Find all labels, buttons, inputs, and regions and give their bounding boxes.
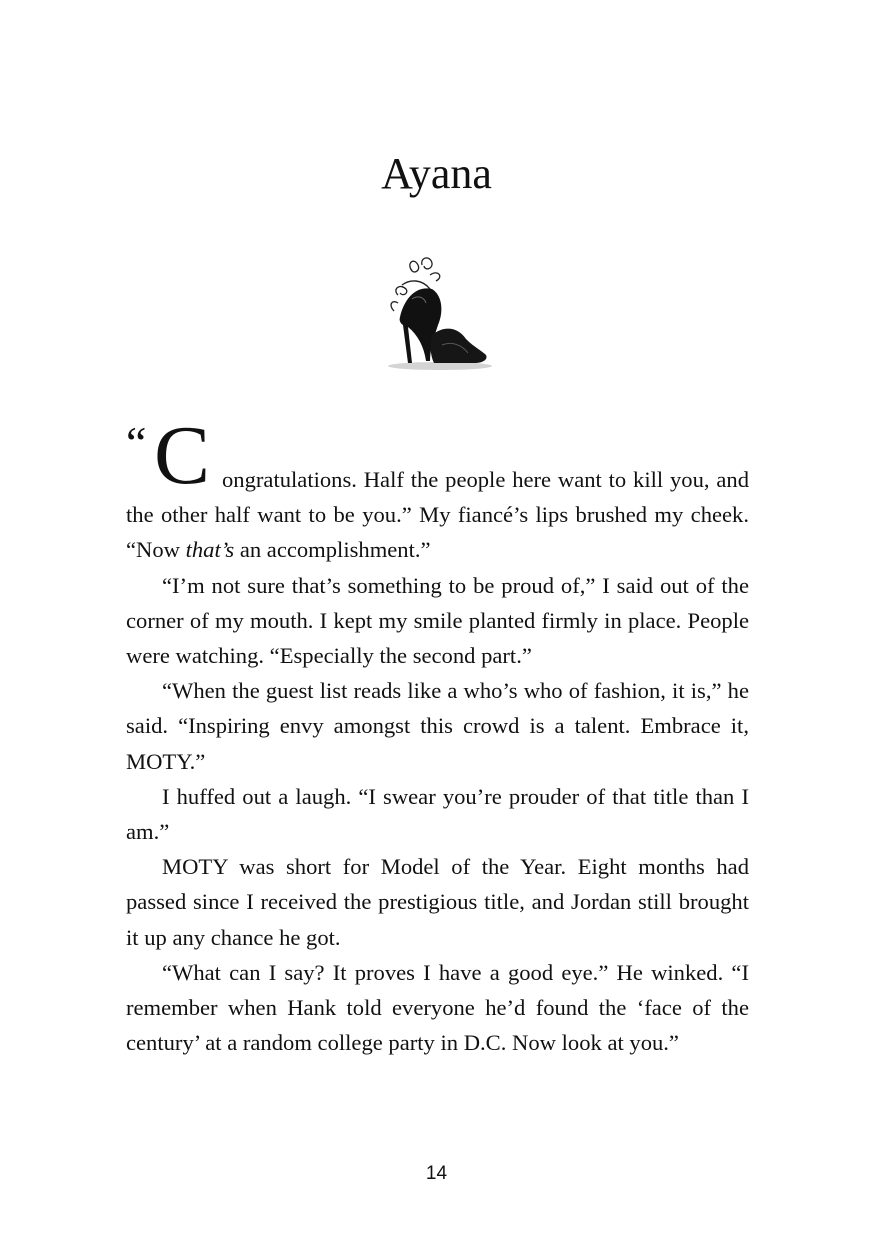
- paragraph-text: an accomplishment.”: [234, 537, 431, 563]
- chapter-title: Ayana: [381, 149, 492, 198]
- paragraph: “I’m not sure that’s something to be proud of,” I said out of the corner of my mouth. I kept my smile planted firmly in place. People were watching. “Especially the second part.”: [126, 572, 749, 669]
- drop-cap: C: [154, 409, 211, 502]
- opening-quote-mark: “: [126, 417, 147, 468]
- paragraph: “When the guest list reads like a who’s who of fashion, it is,” he said. “Inspiring envy amongst this crowd is a talent. Embrace it, MOTY.”: [126, 678, 749, 774]
- chapter-body: [126, 462, 749, 1060]
- paragraph: MOTY was short for Model of the Year. Eight months had passed since I received the prestigious title, and Jordan still brought it up any chance he got.: [126, 854, 749, 950]
- high-heel-shoe-icon: [378, 255, 496, 373]
- page-number: 14: [425, 1163, 448, 1184]
- emphasis-text: that’s: [185, 537, 235, 563]
- paragraph: “What can I say? It proves I have a good eye.” He winked. “I remember when Hank told everyone he’d found the ‘face of the century’ at a random college party in D.C. Now look at you.”: [126, 959, 749, 1056]
- paragraph: [126, 462, 749, 568]
- paragraph: I huffed out a laugh. “I swear you’re prouder of that title than I am.”: [126, 783, 749, 845]
- paragraph-text: ongratulations. Half the people here want to kill you, and the other half want to be you.” My fiancé’s lips brushed my cheek. “Now: [126, 467, 749, 563]
